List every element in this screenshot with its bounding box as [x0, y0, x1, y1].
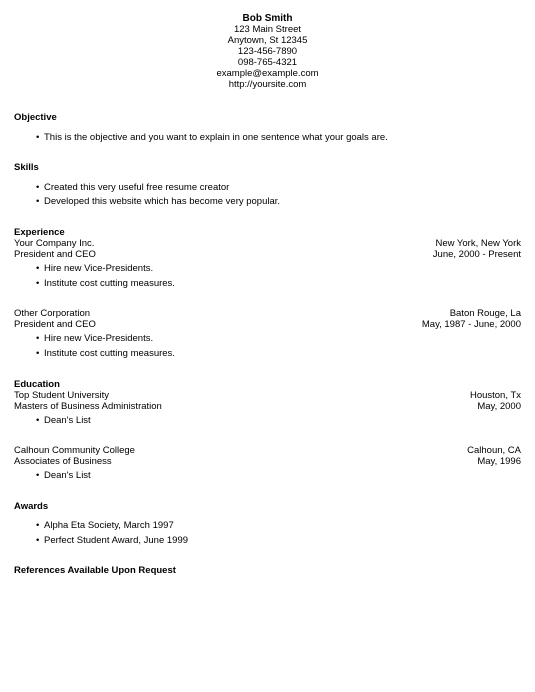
experience-title: Experience	[14, 227, 65, 238]
school-entry	[14, 390, 521, 426]
school-location: Houston, Tx	[469, 390, 521, 401]
job-dates: June, 2000 - Present	[432, 249, 521, 260]
job-duties	[14, 263, 521, 289]
degree-name: Associates of Business	[14, 456, 112, 467]
references-title: References Available Upon Request	[14, 565, 176, 576]
awards-list	[14, 520, 521, 546]
list-item: • Dean's List	[14, 415, 521, 426]
objective-list	[14, 132, 521, 143]
job-entry	[14, 308, 521, 359]
education-title: Education	[14, 379, 60, 390]
skills-list	[14, 182, 521, 207]
list-item: • Hire new Vice-Presidents.	[14, 263, 521, 274]
resume-header	[14, 13, 521, 90]
awards-title: Awards	[14, 501, 49, 512]
company-name: Your Company Inc.	[14, 238, 95, 249]
school-honors	[14, 415, 521, 426]
email-address: example@example.com	[216, 68, 319, 79]
list-item: • Hire new Vice-Presidents.	[14, 333, 521, 344]
objective-title: Objective	[14, 112, 57, 123]
job-role: President and CEO	[14, 319, 96, 330]
phone-secondary: 098-765-4321	[237, 57, 298, 68]
list-item: • Dean's List	[14, 470, 521, 481]
job-role: President and CEO	[14, 249, 96, 260]
degree-date: May, 1996	[477, 456, 521, 467]
school-name: Top Student University	[14, 390, 110, 401]
website-url: http://yoursite.com	[228, 79, 307, 90]
skills-section	[14, 162, 521, 207]
school-location: Calhoun, CA	[467, 445, 521, 456]
list-item: • This is the objective and you want to explain in one sentence what your goals are.	[14, 132, 521, 143]
list-item: • Created this very useful free resume creator	[14, 182, 521, 193]
school-name: Calhoun Community College	[14, 445, 135, 456]
phone-primary: 123-456-7890	[237, 46, 298, 57]
experience-section	[14, 227, 521, 359]
awards-section	[14, 501, 521, 546]
candidate-name: Bob Smith	[242, 13, 293, 24]
job-duties	[14, 333, 521, 359]
degree-date: May, 2000	[477, 401, 521, 412]
job-location: New York, New York	[435, 238, 521, 249]
job-dates: May, 1987 - June, 2000	[421, 319, 521, 330]
list-item: • Institute cost cutting measures.	[14, 348, 521, 359]
list-item: • Alpha Eta Society, March 1997	[14, 520, 521, 531]
job-entry	[14, 238, 521, 289]
street-address: 123 Main Street	[233, 24, 302, 35]
company-name: Other Corporation	[14, 308, 91, 319]
references-section	[14, 565, 521, 576]
list-item: • Institute cost cutting measures.	[14, 278, 521, 289]
objective-section	[14, 112, 521, 143]
school-honors	[14, 470, 521, 481]
education-section	[14, 379, 521, 481]
degree-name: Masters of Business Administration	[14, 401, 162, 412]
city-state-zip: Anytown, St 12345	[227, 35, 308, 46]
skills-title: Skills	[14, 162, 39, 173]
job-location: Baton Rouge, La	[449, 308, 521, 319]
list-item: • Perfect Student Award, June 1999	[14, 535, 521, 546]
school-entry	[14, 445, 521, 481]
list-item: • Developed this website which has become very popular.	[14, 196, 521, 207]
